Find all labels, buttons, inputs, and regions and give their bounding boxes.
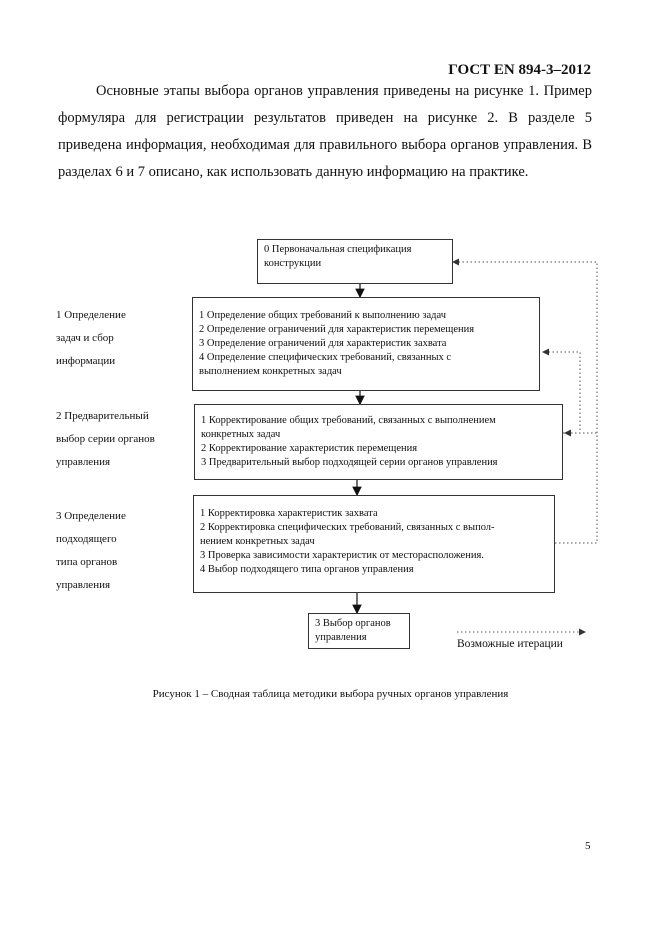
stage3-line: 3 Определение: [56, 510, 126, 522]
page-number: 5: [585, 840, 591, 852]
box3-line: нением конкретных задач: [200, 536, 315, 547]
box2-line: 3 Предварительный выбор подходящей серии органов управления: [201, 457, 498, 468]
stage-label-3: [56, 505, 186, 597]
box4-line: 3 Выбор органов: [315, 618, 391, 629]
box0-line: 0 Первоначальная спецификация: [264, 244, 412, 255]
intro-paragraph: Основные этапы выбора органов управления приведены на рисунке 1. Пример формуляра для регистрации результатов приведен на рисунке 2. В разделе 5 приведена информация, необходимая для правильного выбора органов управления. В разделах 6 и 7 описано, как использовать данную информацию на практике.: [58, 83, 592, 180]
box0-line: конструкции: [264, 258, 322, 269]
iteration-arrowhead-0: [452, 259, 459, 266]
box1-line: 2 Определение ограничений для характеристик перемещения: [199, 324, 475, 335]
box3-line: 2 Корректировка специфических требований, связанных с выпол-: [200, 522, 495, 533]
iteration-arrowhead-2: [564, 430, 571, 437]
stage1-line: информации: [56, 355, 116, 367]
stage-label-2: [56, 405, 186, 474]
stage2-line: выбор серии органов: [56, 433, 155, 445]
box2-line: конкретных задач: [201, 429, 281, 440]
box1-line: 1 Определение общих требований к выполнению задач: [199, 310, 446, 321]
iteration-arrowhead-1: [542, 349, 549, 356]
stage-label-1: [56, 304, 186, 373]
stage3-line: управления: [56, 579, 111, 591]
box-initial-spec: [257, 239, 453, 284]
box1-line: 4 Определение специфических требований, связанных с: [199, 352, 452, 363]
box3-line: 1 Корректировка характеристик захвата: [200, 508, 378, 519]
legend-arrowhead: [579, 629, 586, 636]
figure-caption: Рисунок 1 – Сводная таблица методики выбора ручных органов управления: [152, 688, 509, 700]
stage1-line: задач и сбор: [56, 332, 114, 344]
box3-line: 3 Проверка зависимости характеристик от месторасположения.: [200, 550, 484, 561]
box-stage3: [193, 495, 555, 593]
document-header: ГОСТ EN 894-3–2012: [448, 62, 591, 78]
stage3-line: подходящего: [56, 533, 117, 545]
stage2-line: управления: [56, 456, 111, 468]
stage1-line: 1 Определение: [56, 309, 126, 321]
box-final-selection: [308, 613, 410, 649]
box1-line: выполнением конкретных задач: [199, 366, 342, 377]
box2-line: 2 Корректирование характеристик перемещения: [201, 443, 418, 454]
stage2-line: 2 Предварительный: [56, 410, 149, 422]
stage3-line: типа органов: [56, 556, 118, 568]
box-stage1: [192, 297, 540, 391]
box4-line: управления: [315, 632, 367, 643]
box-stage2: [194, 404, 563, 480]
box2-line: 1 Корректирование общих требований, связанных с выполнением: [201, 415, 496, 426]
legend-label: Возможные итерации: [457, 638, 563, 650]
box3-line: 4 Выбор подходящего типа органов управления: [200, 564, 414, 575]
box1-line: 3 Определение ограничений для характеристик захвата: [199, 338, 447, 349]
